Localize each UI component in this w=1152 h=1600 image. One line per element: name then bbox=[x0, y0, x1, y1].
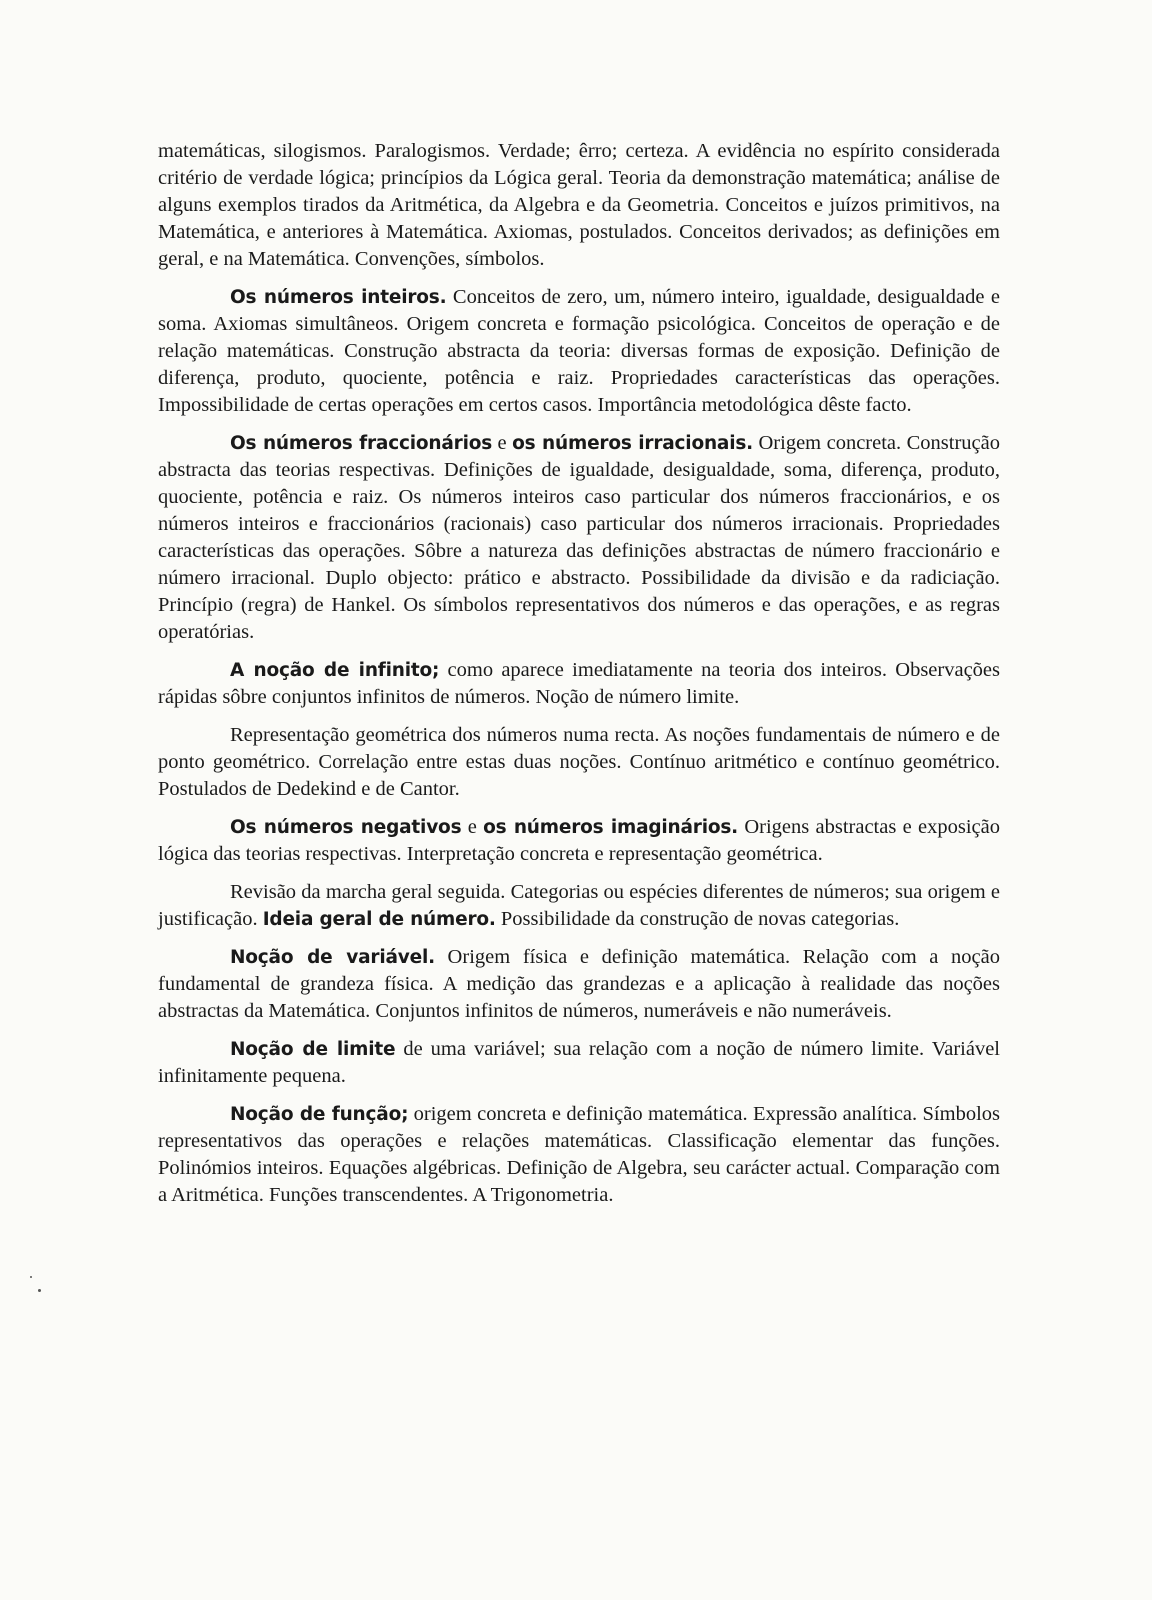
paragraph-text: Origens abstractas e exposição lógica das teorias respectivas. Interpretação concreta e representação geométrica. bbox=[158, 816, 1000, 865]
print-speck bbox=[30, 1276, 32, 1278]
section-heading: Os números fraccionários bbox=[230, 433, 493, 454]
section-heading: A noção de infinito; bbox=[230, 660, 440, 681]
section-heading: os números imaginários. bbox=[483, 817, 739, 838]
section-heading: Os números inteiros. bbox=[230, 287, 447, 308]
paragraph bbox=[158, 657, 1000, 711]
section-heading: Noção de variável. bbox=[230, 947, 435, 968]
paragraph bbox=[158, 1101, 1000, 1209]
paragraph-text: matemáticas, silogismos. Paralogismos. Verdade; êrro; certeza. A evidência no espírito considerada critério de verdade lógica; princípios da Lógica geral. Teoria da demonstração matemática; análise de alguns exemplos tirados da Aritmética, da Algebra e da Geometria. Conceitos e juízos primitivos, na Matemática, e anteriores à Matemática. Axiomas, postulados. Conceitos derivados; as definições em geral, e na Matemática. Convenções, símbolos. bbox=[158, 140, 1000, 270]
paragraph bbox=[158, 879, 1000, 933]
paragraph-text: Conceitos de zero, um, número inteiro, igualdade, desigualdade e soma. Axiomas simultâneos. Origem concreta e formação psicológica. Conceitos de operação e de relação matemáticas. Construção abstracta da teoria: diversas formas de exposição. Definição de diferença, produto, quociente, potência e raiz. Propriedades características das operações. Impossibilidade de certas operações em certos casos. Importância metodológica dêste facto. bbox=[158, 286, 1000, 416]
paragraph bbox=[158, 814, 1000, 868]
paragraph bbox=[158, 284, 1000, 419]
section-heading: Ideia geral de número. bbox=[262, 909, 496, 930]
paragraph-text: origem concreta e definição matemática. Expressão analítica. Símbolos representativos das operações e relações matemáticas. Classificação elementar das funções. Polinómios inteiros. Equações algébricas. Definição de Algebra, seu carácter actual. Comparação com a Aritmética. Funções transcendentes. A Trigonometria. bbox=[158, 1103, 1000, 1206]
document-page bbox=[158, 138, 1000, 1220]
paragraph-text: de uma variável; sua relação com a noção de número limite. Variável infinitamente pequena. bbox=[158, 1038, 1001, 1087]
paragraph bbox=[158, 944, 1000, 1025]
paragraph-text: Origem física e definição matemática. Relação com a noção fundamental de grandeza física. A medição das grandezas e a aplicação à realidade das noções abstractas da Matemática. Conjuntos infinitos de números, numeráveis e não numeráveis. bbox=[158, 946, 1000, 1022]
paragraph-text: e bbox=[461, 816, 484, 838]
paragraph bbox=[158, 1036, 1000, 1090]
paragraph-text: Origem concreta. Construção abstracta das teorias respectivas. Definições de igualdade, desigualdade, soma, diferença, produto, quociente, potência e raiz. Os números inteiros caso particular dos números fraccionários, e os números inteiros e fraccionários (racionais) caso particular dos números irracionais. Propriedades características das operações. Sôbre a natureza das definições abstractas de número fraccionário e número irracional. Duplo objecto: prático e abstracto. Possibilidade da divisão e da radiciação. Princípio (regra) de Hankel. Os símbolos representativos dos números e das operações, e as regras operatórias. bbox=[158, 432, 1000, 643]
section-heading: Noção de função; bbox=[230, 1104, 409, 1125]
paragraph-text: Revisão da marcha geral seguida. Categorias ou espécies diferentes de números; sua origem e justificação. bbox=[158, 881, 1000, 930]
paragraph bbox=[158, 722, 1000, 803]
section-heading: Noção de limite bbox=[230, 1039, 396, 1060]
section-heading: os números irracionais. bbox=[512, 433, 753, 454]
paragraph-text: como aparece imediatamente na teoria dos inteiros. Observações rápidas sôbre conjuntos infinitos de números. Noção de número limite. bbox=[158, 659, 1001, 708]
section-heading: Os números negativos bbox=[230, 817, 462, 838]
paragraph-text: Representação geométrica dos números numa recta. As noções fundamentais de número e de ponto geométrico. Correlação entre estas duas noções. Contínuo aritmético e contínuo geométrico. Postulados de Dedekind e de Cantor. bbox=[158, 724, 1000, 800]
paragraph-text: Possibilidade da construção de novas categorias. bbox=[495, 908, 900, 930]
paragraph bbox=[158, 138, 1000, 273]
print-speck bbox=[38, 1289, 41, 1292]
paragraph-text: e bbox=[492, 432, 513, 454]
paragraph bbox=[158, 430, 1000, 646]
